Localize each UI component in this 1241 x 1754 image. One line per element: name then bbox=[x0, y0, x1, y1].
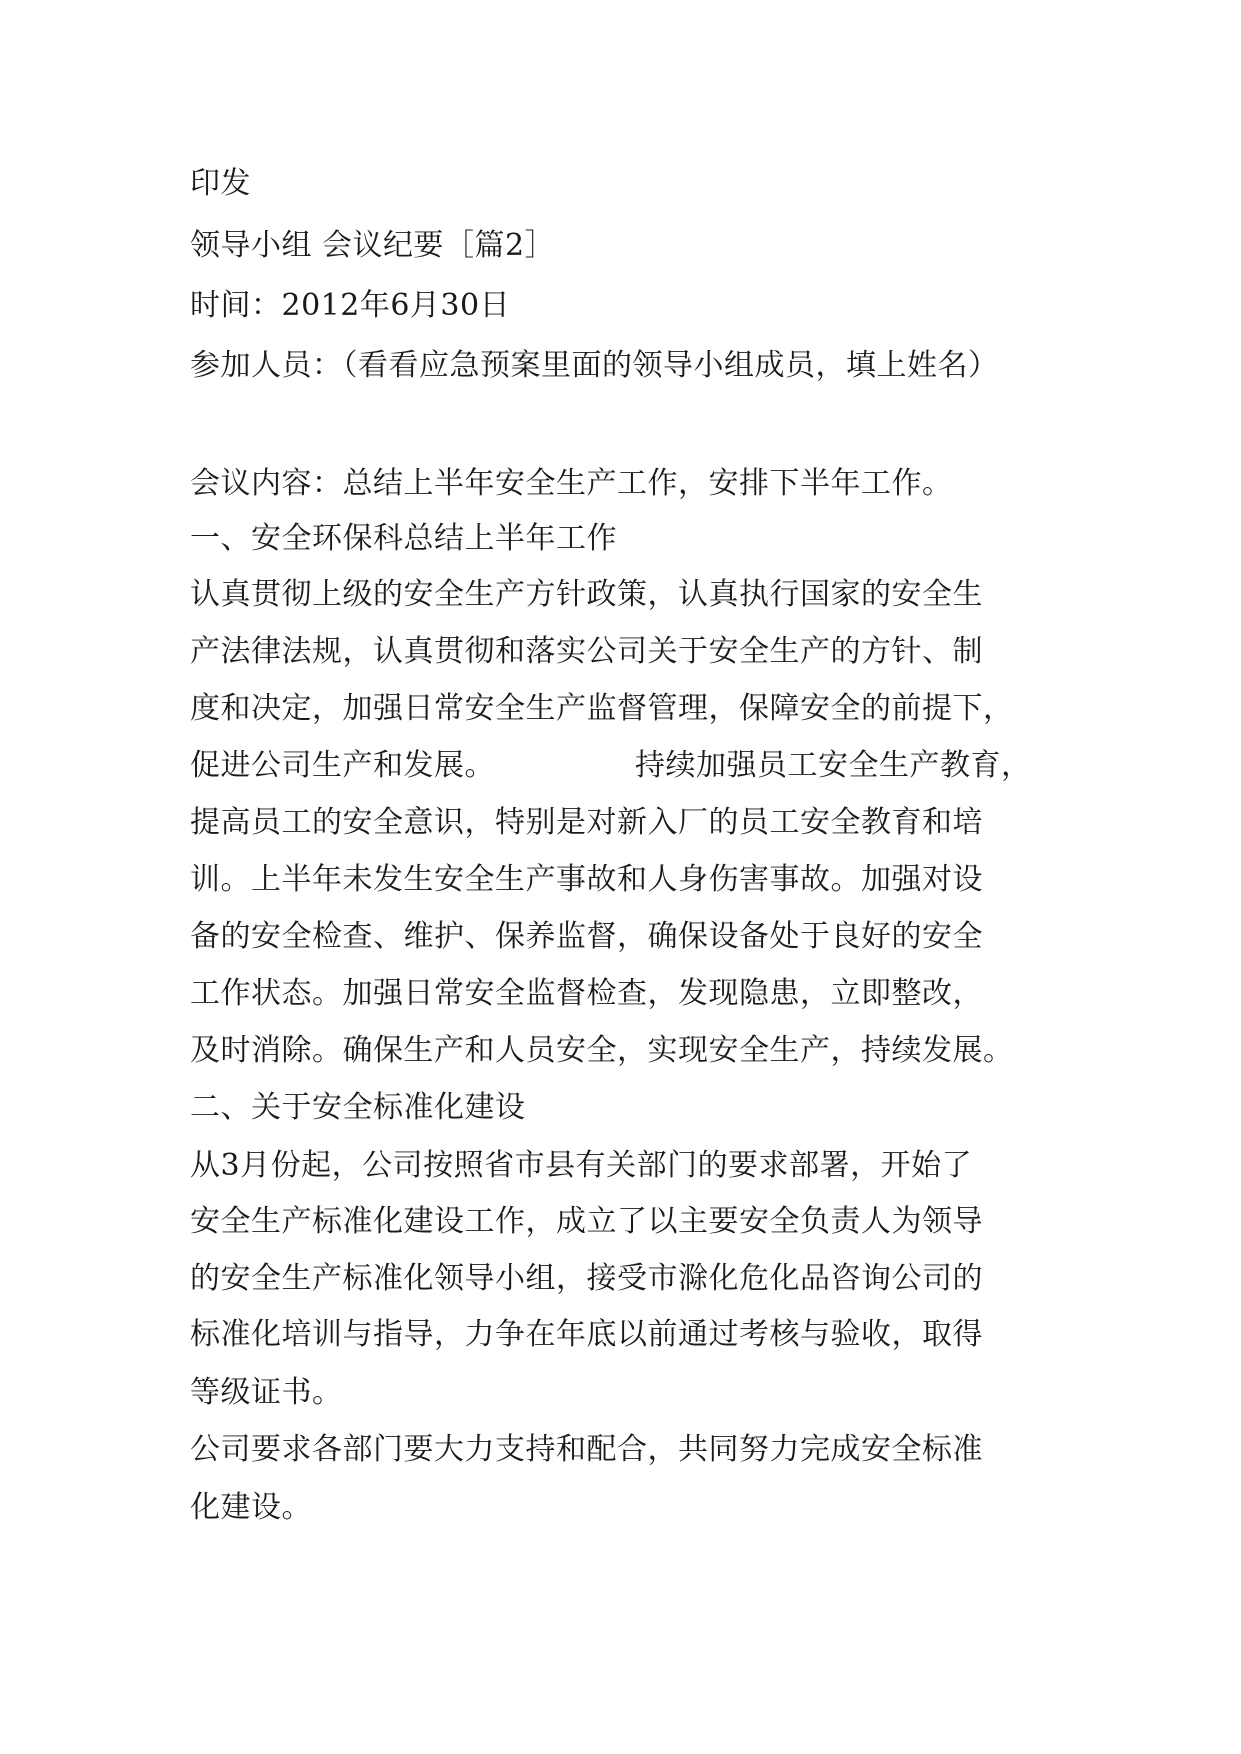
paragraph-line: 安全生产标准化建设工作，成立了以主要安全负责人为领导 bbox=[190, 1204, 983, 1239]
section-heading-2: 二、关于安全标准化建设 bbox=[190, 1090, 526, 1125]
section-heading-1: 一、安全环保科总结上半年工作 bbox=[190, 521, 617, 556]
paragraph-line: 训。上半年未发生安全生产事故和人身伤害事故。加强对设 bbox=[190, 862, 983, 897]
paragraph-line bbox=[190, 746, 1032, 786]
paragraph-line: 度和决定，加强日常安全生产监督管理，保障安全的前提下， bbox=[190, 691, 1014, 726]
paragraph-segment: 持续加强员工安全生产教育， bbox=[635, 748, 1032, 783]
paragraph-line: 提高员工的安全意识，特别是对新入厂的员工安全教育和培 bbox=[190, 805, 983, 840]
paragraph-line: 化建设。 bbox=[190, 1490, 312, 1525]
paragraph-line: 备的安全检查、维护、保养监督，确保设备处于良好的安全 bbox=[190, 919, 983, 954]
paragraph-line: 等级证书。 bbox=[190, 1375, 343, 1410]
paragraph-line: 的安全生产标准化领导小组，接受市滁化危化品咨询公司的 bbox=[190, 1261, 983, 1296]
text-line-issued: 印发 bbox=[190, 166, 251, 201]
meeting-content: 会议内容：总结上半年安全生产工作，安排下半年工作。 bbox=[190, 466, 953, 501]
paragraph-line: 及时消除。确保生产和人员安全，实现安全生产，持续发展。 bbox=[190, 1033, 1014, 1068]
paragraph-line: 工作状态。加强日常安全监督检查，发现隐患，立即整改， bbox=[190, 976, 983, 1011]
meeting-time: 时间：2012年6月30日 bbox=[190, 288, 511, 323]
paragraph-line: 产法律法规，认真贯彻和落实公司关于安全生产的方针、制 bbox=[190, 634, 983, 669]
paragraph-segment: 促进公司生产和发展。 bbox=[190, 748, 495, 783]
paragraph-line: 标准化培训与指导，力争在年底以前通过考核与验收，取得 bbox=[190, 1317, 983, 1352]
paragraph-line: 公司要求各部门要大力支持和配合，共同努力完成安全标准 bbox=[190, 1432, 983, 1467]
meeting-attendees: 参加人员：（看看应急预案里面的领导小组成员，填上姓名） bbox=[190, 348, 999, 383]
paragraph-line: 认真贯彻上级的安全生产方针政策，认真执行国家的安全生 bbox=[190, 577, 983, 612]
document-title: 领导小组 会议纪要［篇2］ bbox=[190, 228, 556, 263]
paragraph-line: 从3月份起，公司按照省市县有关部门的要求部署，开始了 bbox=[190, 1148, 973, 1183]
